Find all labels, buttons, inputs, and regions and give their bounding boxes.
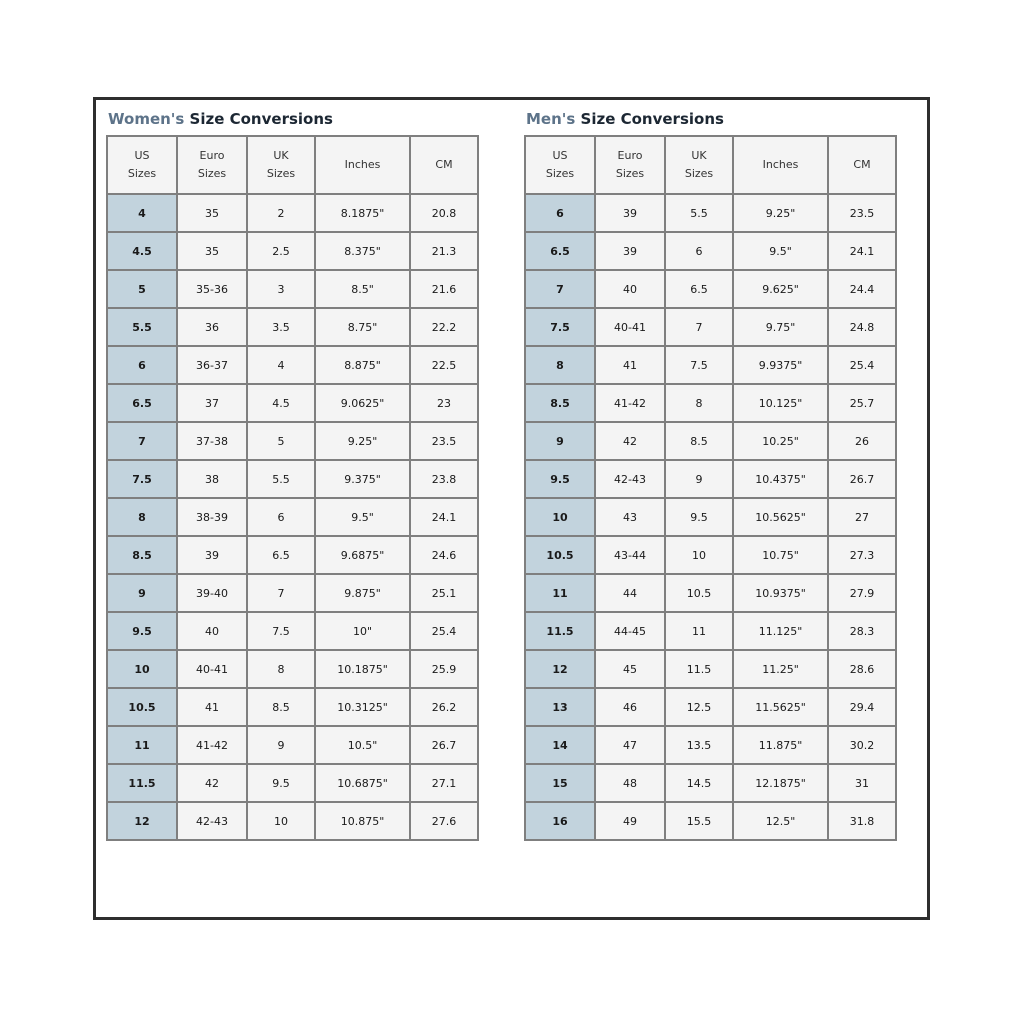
us-size-cell: 5 <box>107 270 177 308</box>
table-row <box>525 308 896 346</box>
size-cell: 13.5 <box>665 726 733 764</box>
table-row <box>525 346 896 384</box>
size-cell: 25.9 <box>410 650 478 688</box>
size-cell: 8.1875" <box>315 194 410 232</box>
us-size-cell: 10.5 <box>107 688 177 726</box>
us-size-cell: 9.5 <box>525 460 595 498</box>
table-row <box>107 346 478 384</box>
size-cell: 42 <box>177 764 247 802</box>
us-size-cell: 12 <box>107 802 177 840</box>
size-cell: 9.25" <box>733 194 828 232</box>
size-cell: 22.2 <box>410 308 478 346</box>
size-cell: 31 <box>828 764 896 802</box>
size-cell: 23.5 <box>410 422 478 460</box>
size-cell: 6.5 <box>247 536 315 574</box>
size-cell: 35 <box>177 232 247 270</box>
size-cell: 9.0625" <box>315 384 410 422</box>
size-cell: 37-38 <box>177 422 247 460</box>
size-cell: 20.8 <box>410 194 478 232</box>
size-cell: 40 <box>177 612 247 650</box>
us-size-cell: 12 <box>525 650 595 688</box>
table-row <box>525 498 896 536</box>
size-cell: 11.5625" <box>733 688 828 726</box>
womens-size-table <box>106 135 479 841</box>
size-cell: 43-44 <box>595 536 665 574</box>
size-cell: 9 <box>665 460 733 498</box>
size-cell: 38 <box>177 460 247 498</box>
column-header: US Sizes <box>107 136 177 194</box>
us-size-cell: 9.5 <box>107 612 177 650</box>
us-size-cell: 6.5 <box>525 232 595 270</box>
size-cell: 9.5 <box>247 764 315 802</box>
size-cell: 7 <box>247 574 315 612</box>
us-size-cell: 14 <box>525 726 595 764</box>
size-cell: 5.5 <box>665 194 733 232</box>
size-cell: 10.5" <box>315 726 410 764</box>
size-cell: 26.2 <box>410 688 478 726</box>
table-row <box>107 194 478 232</box>
size-cell: 4 <box>247 346 315 384</box>
size-cell: 41 <box>177 688 247 726</box>
us-size-cell: 11.5 <box>107 764 177 802</box>
size-cell: 9.5" <box>315 498 410 536</box>
us-size-cell: 8.5 <box>525 384 595 422</box>
us-size-cell: 4.5 <box>107 232 177 270</box>
us-size-cell: 6 <box>107 346 177 384</box>
table-row <box>107 574 478 612</box>
womens-title-rest: Size Conversions <box>184 110 333 128</box>
size-cell: 8.375" <box>315 232 410 270</box>
size-cell: 4.5 <box>247 384 315 422</box>
table-row <box>525 650 896 688</box>
table-row <box>107 422 478 460</box>
size-cell: 31.8 <box>828 802 896 840</box>
us-size-cell: 9 <box>107 574 177 612</box>
size-cell: 8 <box>665 384 733 422</box>
mens-title-gender: Men's <box>526 110 576 128</box>
size-cell: 9 <box>247 726 315 764</box>
size-cell: 41 <box>595 346 665 384</box>
mens-header-row <box>525 136 896 194</box>
size-cell: 10.1875" <box>315 650 410 688</box>
size-cell: 21.3 <box>410 232 478 270</box>
size-cell: 3.5 <box>247 308 315 346</box>
table-row <box>107 764 478 802</box>
us-size-cell: 15 <box>525 764 595 802</box>
size-cell: 9.5 <box>665 498 733 536</box>
size-cell: 27.1 <box>410 764 478 802</box>
size-cell: 10.9375" <box>733 574 828 612</box>
womens-size-section <box>106 108 479 841</box>
size-cell: 6 <box>665 232 733 270</box>
table-row <box>525 460 896 498</box>
table-row <box>525 726 896 764</box>
size-cell: 23 <box>410 384 478 422</box>
column-header: UK Sizes <box>665 136 733 194</box>
table-row <box>525 802 896 840</box>
size-cell: 27.6 <box>410 802 478 840</box>
table-row <box>525 270 896 308</box>
size-cell: 25.1 <box>410 574 478 612</box>
us-size-cell: 10.5 <box>525 536 595 574</box>
us-size-cell: 6 <box>525 194 595 232</box>
mens-title-rest: Size Conversions <box>575 110 724 128</box>
table-row <box>107 536 478 574</box>
size-cell: 25.7 <box>828 384 896 422</box>
size-cell: 10.6875" <box>315 764 410 802</box>
size-cell: 40 <box>595 270 665 308</box>
size-cell: 25.4 <box>410 612 478 650</box>
us-size-cell: 8.5 <box>107 536 177 574</box>
size-cell: 6 <box>247 498 315 536</box>
table-row <box>525 384 896 422</box>
size-cell: 36-37 <box>177 346 247 384</box>
column-header: CM <box>828 136 896 194</box>
us-size-cell: 8 <box>107 498 177 536</box>
size-cell: 39-40 <box>177 574 247 612</box>
us-size-cell: 7.5 <box>525 308 595 346</box>
size-cell: 10.5625" <box>733 498 828 536</box>
mens-size-section <box>524 108 897 841</box>
size-cell: 39 <box>595 194 665 232</box>
size-cell: 26.7 <box>410 726 478 764</box>
size-cell: 28.6 <box>828 650 896 688</box>
table-row <box>107 460 478 498</box>
size-cell: 45 <box>595 650 665 688</box>
column-header: Inches <box>315 136 410 194</box>
size-cell: 42-43 <box>595 460 665 498</box>
size-cell: 21.6 <box>410 270 478 308</box>
size-cell: 27.3 <box>828 536 896 574</box>
size-cell: 30.2 <box>828 726 896 764</box>
size-cell: 5.5 <box>247 460 315 498</box>
size-cell: 10.875" <box>315 802 410 840</box>
size-cell: 24.8 <box>828 308 896 346</box>
table-row <box>107 802 478 840</box>
size-cell: 10 <box>665 536 733 574</box>
size-cell: 8.5 <box>665 422 733 460</box>
size-cell: 10.4375" <box>733 460 828 498</box>
size-cell: 41-42 <box>177 726 247 764</box>
size-cell: 40-41 <box>177 650 247 688</box>
us-size-cell: 9 <box>525 422 595 460</box>
table-row <box>107 688 478 726</box>
size-cell: 36 <box>177 308 247 346</box>
womens-header-row <box>107 136 478 194</box>
table-row <box>525 536 896 574</box>
size-cell: 27 <box>828 498 896 536</box>
size-cell: 14.5 <box>665 764 733 802</box>
table-row <box>525 612 896 650</box>
size-cell: 41-42 <box>595 384 665 422</box>
table-row <box>107 498 478 536</box>
size-cell: 7.5 <box>247 612 315 650</box>
table-row <box>107 726 478 764</box>
size-cell: 25.4 <box>828 346 896 384</box>
womens-title-gender: Women's <box>108 110 185 128</box>
size-cell: 39 <box>595 232 665 270</box>
size-cell: 9.625" <box>733 270 828 308</box>
table-row <box>525 688 896 726</box>
us-size-cell: 13 <box>525 688 595 726</box>
size-cell: 44 <box>595 574 665 612</box>
size-cell: 8.875" <box>315 346 410 384</box>
size-cell: 24.6 <box>410 536 478 574</box>
size-cell: 12.5 <box>665 688 733 726</box>
size-cell: 11.125" <box>733 612 828 650</box>
size-cell: 10.125" <box>733 384 828 422</box>
size-cell: 43 <box>595 498 665 536</box>
size-cell: 42 <box>595 422 665 460</box>
size-cell: 2 <box>247 194 315 232</box>
size-cell: 9.25" <box>315 422 410 460</box>
size-cell: 5 <box>247 422 315 460</box>
us-size-cell: 10 <box>525 498 595 536</box>
size-cell: 46 <box>595 688 665 726</box>
size-cell: 23.5 <box>828 194 896 232</box>
size-cell: 8.75" <box>315 308 410 346</box>
size-cell: 11.875" <box>733 726 828 764</box>
size-cell: 11.25" <box>733 650 828 688</box>
us-size-cell: 5.5 <box>107 308 177 346</box>
mens-size-table <box>524 135 897 841</box>
size-cell: 38-39 <box>177 498 247 536</box>
us-size-cell: 6.5 <box>107 384 177 422</box>
size-cell: 24.4 <box>828 270 896 308</box>
size-cell: 10" <box>315 612 410 650</box>
table-row <box>107 308 478 346</box>
size-cell: 11.5 <box>665 650 733 688</box>
size-cell: 27.9 <box>828 574 896 612</box>
us-size-cell: 7 <box>525 270 595 308</box>
size-cell: 26 <box>828 422 896 460</box>
size-cell: 37 <box>177 384 247 422</box>
size-cell: 15.5 <box>665 802 733 840</box>
size-cell: 11 <box>665 612 733 650</box>
size-cell: 6.5 <box>665 270 733 308</box>
size-cell: 40-41 <box>595 308 665 346</box>
size-cell: 23.8 <box>410 460 478 498</box>
us-size-cell: 11 <box>525 574 595 612</box>
table-row <box>525 574 896 612</box>
size-cell: 9.75" <box>733 308 828 346</box>
table-row <box>107 270 478 308</box>
table-row <box>525 422 896 460</box>
size-cell: 28.3 <box>828 612 896 650</box>
size-cell: 9.5" <box>733 232 828 270</box>
table-row <box>107 232 478 270</box>
size-cell: 12.5" <box>733 802 828 840</box>
size-cell: 2.5 <box>247 232 315 270</box>
table-row <box>525 194 896 232</box>
size-cell: 10.25" <box>733 422 828 460</box>
table-row <box>107 650 478 688</box>
size-cell: 9.6875" <box>315 536 410 574</box>
size-cell: 39 <box>177 536 247 574</box>
size-cell: 29.4 <box>828 688 896 726</box>
column-header: UK Sizes <box>247 136 315 194</box>
size-cell: 35 <box>177 194 247 232</box>
size-cell: 8 <box>247 650 315 688</box>
size-cell: 49 <box>595 802 665 840</box>
column-header: Euro Sizes <box>595 136 665 194</box>
size-cell: 22.5 <box>410 346 478 384</box>
size-cell: 48 <box>595 764 665 802</box>
womens-table-title <box>108 110 479 128</box>
table-row <box>107 612 478 650</box>
column-header: Inches <box>733 136 828 194</box>
size-cell: 10.3125" <box>315 688 410 726</box>
size-cell: 47 <box>595 726 665 764</box>
size-cell: 7.5 <box>665 346 733 384</box>
size-cell: 9.9375" <box>733 346 828 384</box>
size-cell: 9.875" <box>315 574 410 612</box>
panel-content <box>96 100 927 841</box>
size-cell: 10.5 <box>665 574 733 612</box>
table-row <box>525 232 896 270</box>
column-header: CM <box>410 136 478 194</box>
table-row <box>107 384 478 422</box>
us-size-cell: 7.5 <box>107 460 177 498</box>
table-row <box>525 764 896 802</box>
size-cell: 7 <box>665 308 733 346</box>
column-header: US Sizes <box>525 136 595 194</box>
us-size-cell: 4 <box>107 194 177 232</box>
size-cell: 10 <box>247 802 315 840</box>
size-cell: 24.1 <box>410 498 478 536</box>
us-size-cell: 11.5 <box>525 612 595 650</box>
column-header: Euro Sizes <box>177 136 247 194</box>
size-cell: 44-45 <box>595 612 665 650</box>
size-cell: 8.5" <box>315 270 410 308</box>
us-size-cell: 8 <box>525 346 595 384</box>
size-cell: 10.75" <box>733 536 828 574</box>
size-cell: 42-43 <box>177 802 247 840</box>
size-cell: 24.1 <box>828 232 896 270</box>
size-cell: 35-36 <box>177 270 247 308</box>
size-cell: 8.5 <box>247 688 315 726</box>
size-cell: 26.7 <box>828 460 896 498</box>
size-cell: 12.1875" <box>733 764 828 802</box>
size-conversion-panel <box>93 97 930 920</box>
size-cell: 3 <box>247 270 315 308</box>
us-size-cell: 7 <box>107 422 177 460</box>
us-size-cell: 10 <box>107 650 177 688</box>
size-cell: 9.375" <box>315 460 410 498</box>
us-size-cell: 16 <box>525 802 595 840</box>
us-size-cell: 11 <box>107 726 177 764</box>
mens-table-title <box>526 110 897 128</box>
